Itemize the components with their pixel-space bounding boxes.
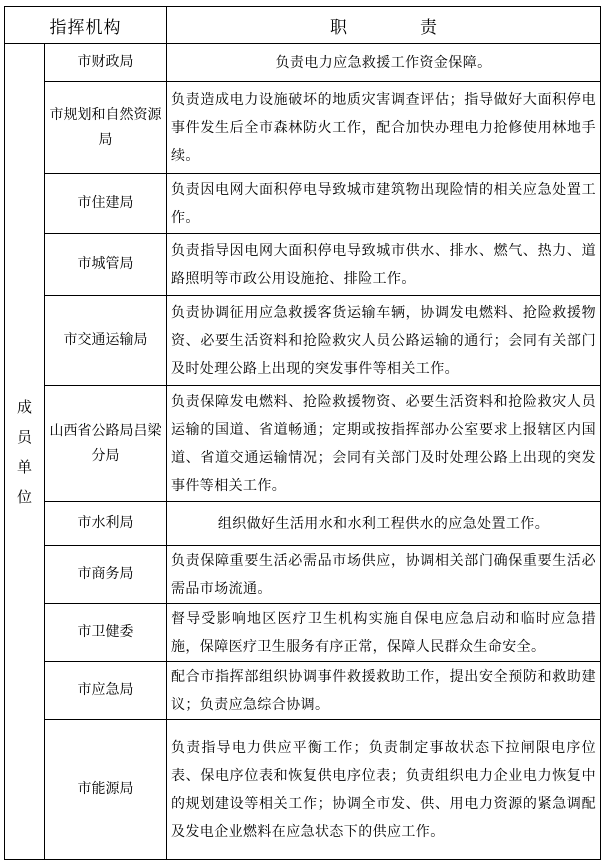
member-unit-label	[5, 44, 45, 860]
table-row	[5, 546, 601, 604]
duty-cell: 负责因电网大面积停电导致城市建筑物出现险情的相关应急处置工作。	[167, 174, 601, 234]
duty-cell: 负责指导因电网大面积停电导致城市供水、排水、燃气、热力、道路照明等市政公用设施抢、排险工作。	[167, 234, 601, 296]
table-row	[5, 174, 601, 234]
table-row	[5, 502, 601, 546]
header-row	[5, 7, 601, 44]
org-cell: 市交通运输局	[45, 296, 167, 386]
table-row	[5, 234, 601, 296]
table-row	[5, 604, 601, 662]
table-row	[5, 44, 601, 82]
duty-cell: 配合市指挥部组织协调事件救援救助工作，提出安全预防和救助建议；负责应急综合协调。	[167, 662, 601, 720]
header-duty: 职 责	[167, 7, 601, 44]
table-row	[5, 720, 601, 860]
duty-cell: 负责指导电力供应平衡工作；负责制定事故状态下拉闸限电序位表、保电序位表和恢复供电序位表；负责组织电力企业电力恢复中的规划建设等相关工作；协调全市发、供、用电力资源的紧急调配及发电企业燃料在应急状态下的供应工作。	[167, 720, 601, 860]
duty-cell: 组织做好生活用水和水利工程供水的应急处置工作。	[167, 502, 601, 546]
duty-cell: 负责保障重要生活必需品市场供应，协调相关部门确保重要生活必需品市场流通。	[167, 546, 601, 604]
table-row	[5, 296, 601, 386]
table-row	[5, 662, 601, 720]
duty-cell: 负责保障发电燃料、抢险救援物资、必要生活资料和抢险救灾人员运输的国道、省道畅通；定期或按指挥部办公室要求上报辖区内国道、省道交通运输情况；会同有关部门及时处理公路上出现的突发事件等相关工作。	[167, 386, 601, 502]
member-unit-char: 成	[16, 397, 32, 416]
org-cell: 市城管局	[45, 234, 167, 296]
table-row	[5, 386, 601, 502]
duty-table	[4, 6, 601, 860]
member-unit-char: 员	[16, 427, 32, 446]
duty-cell: 负责电力应急救援工作资金保障。	[167, 44, 601, 82]
duty-cell: 负责协调征用应急救援客货运输车辆，协调发电燃料、抢险救援物资、必要生活资料和抢险救灾人员公路运输的通行；会同有关部门及时处理公路上出现的突发事件等相关工作。	[167, 296, 601, 386]
header-org: 指挥机构	[5, 7, 167, 44]
table-row	[5, 82, 601, 174]
org-cell: 市应急局	[45, 662, 167, 720]
member-unit-char: 单	[16, 457, 32, 476]
member-unit-char: 位	[16, 487, 32, 506]
org-cell: 市卫健委	[45, 604, 167, 662]
org-cell: 山西省公路局吕梁分局	[45, 386, 167, 502]
org-cell: 市财政局	[45, 44, 167, 82]
org-cell: 市规划和自然资源局	[45, 82, 167, 174]
org-cell: 市商务局	[45, 546, 167, 604]
duty-cell: 负责造成电力设施破坏的地质灾害调查评估；指导做好大面积停电事件发生后全市森林防火工作，配合加快办理电力抢修使用林地手续。	[167, 82, 601, 174]
org-cell: 市水利局	[45, 502, 167, 546]
duty-cell: 督导受影响地区医疗卫生机构实施自保电应急启动和临时应急措施，保障医疗卫生服务有序正常，保障人民群众生命安全。	[167, 604, 601, 662]
org-cell: 市住建局	[45, 174, 167, 234]
org-cell: 市能源局	[45, 720, 167, 860]
